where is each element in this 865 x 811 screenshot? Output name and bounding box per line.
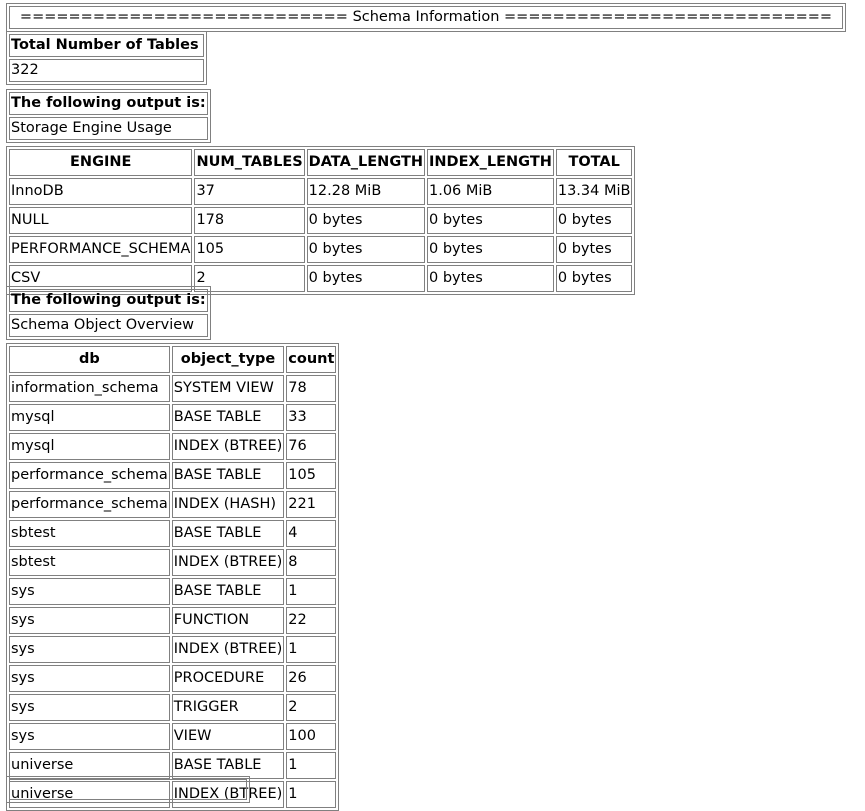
cell-engine: PERFORMANCE_SCHEMA <box>9 236 192 263</box>
cell-object-type: PROCEDURE <box>172 665 285 692</box>
storage-engine-label-table <box>6 89 211 143</box>
table-row <box>9 578 336 605</box>
cell-engine: InnoDB <box>9 178 192 205</box>
table-row <box>9 462 336 489</box>
column-header-num-tables: NUM_TABLES <box>194 149 304 176</box>
cell-num-tables: 37 <box>194 178 304 205</box>
cell-engine: CSV <box>9 265 192 292</box>
cell-data-length: 12.28 MiB <box>307 178 425 205</box>
cell-data-length: 0 bytes <box>307 265 425 292</box>
cell-object-type: INDEX (BTREE) <box>172 636 285 663</box>
table-row <box>9 752 336 779</box>
schema-information-banner <box>6 3 846 32</box>
cell-db: performance_schema <box>9 462 170 489</box>
schema-object-table <box>6 343 339 811</box>
table-row <box>9 491 336 518</box>
storage-engine-table <box>6 146 635 295</box>
table-row <box>9 636 336 663</box>
cell-count: 76 <box>286 433 336 460</box>
column-header-engine: ENGINE <box>9 149 192 176</box>
cell-num-tables: 105 <box>194 236 304 263</box>
cell-total: 0 bytes <box>556 207 633 234</box>
cell-num-tables: 178 <box>194 207 304 234</box>
cell-count: 78 <box>286 375 336 402</box>
table-row <box>9 404 336 431</box>
cell-db: universe <box>9 752 170 779</box>
table-row <box>9 236 632 263</box>
cell-total: 0 bytes <box>556 265 633 292</box>
cell-object-type: INDEX (BTREE) <box>172 549 285 576</box>
cell-count: 4 <box>286 520 336 547</box>
column-header-count: count <box>286 346 336 373</box>
table-row <box>9 723 336 750</box>
banner-text: =========================== Schema Information =========================== <box>9 6 843 29</box>
output-label-header: The following output is: <box>9 92 208 115</box>
table-row <box>9 433 336 460</box>
cell-db: sys <box>9 694 170 721</box>
next-table-cell <box>9 779 247 800</box>
output-label-header: The following output is: <box>9 289 208 312</box>
cell-total: 13.34 MiB <box>556 178 633 205</box>
cell-object-type: BASE TABLE <box>172 404 285 431</box>
table-row <box>9 665 336 692</box>
cell-object-type: TRIGGER <box>172 694 285 721</box>
cell-db: sys <box>9 723 170 750</box>
cell-count: 33 <box>286 404 336 431</box>
cell-count: 100 <box>286 723 336 750</box>
column-header-data-length: DATA_LENGTH <box>307 149 425 176</box>
total-tables-value: 322 <box>9 59 204 82</box>
cell-index-length: 1.06 MiB <box>427 178 554 205</box>
total-tables-table <box>6 31 207 85</box>
cell-object-type: INDEX (BTREE) <box>172 433 285 460</box>
cell-index-length: 0 bytes <box>427 236 554 263</box>
table-header-row <box>9 149 632 176</box>
cell-total: 0 bytes <box>556 236 633 263</box>
output-label-value: Storage Engine Usage <box>9 117 208 140</box>
cell-object-type: VIEW <box>172 723 285 750</box>
table-header-row <box>9 346 336 373</box>
schema-object-label-table <box>6 286 211 340</box>
cell-object-type: BASE TABLE <box>172 462 285 489</box>
table-row <box>9 549 336 576</box>
cell-count: 221 <box>286 491 336 518</box>
column-header-index-length: INDEX_LENGTH <box>427 149 554 176</box>
cell-count: 22 <box>286 607 336 634</box>
table-row <box>9 520 336 547</box>
cell-db: mysql <box>9 433 170 460</box>
table-row <box>9 694 336 721</box>
cell-data-length: 0 bytes <box>307 236 425 263</box>
table-row <box>9 375 336 402</box>
cell-db: sys <box>9 665 170 692</box>
cell-object-type: BASE TABLE <box>172 752 285 779</box>
cell-object-type: INDEX (HASH) <box>172 491 285 518</box>
cell-object-type: SYSTEM VIEW <box>172 375 285 402</box>
cell-db: information_schema <box>9 375 170 402</box>
cell-count: 1 <box>286 636 336 663</box>
table-row <box>9 607 336 634</box>
cell-count: 1 <box>286 578 336 605</box>
cell-object-type: BASE TABLE <box>172 578 285 605</box>
cell-db: mysql <box>9 404 170 431</box>
cell-db: universe <box>9 781 170 808</box>
next-table-edge <box>6 776 250 803</box>
cell-object-type: BASE TABLE <box>172 520 285 547</box>
cell-db: sys <box>9 607 170 634</box>
cell-db: sbtest <box>9 549 170 576</box>
cell-data-length: 0 bytes <box>307 207 425 234</box>
cell-object-type: INDEX (BTREE) <box>172 781 285 808</box>
cell-db: performance_schema <box>9 491 170 518</box>
cell-db: sys <box>9 636 170 663</box>
column-header-total: TOTAL <box>556 149 633 176</box>
cell-count: 2 <box>286 694 336 721</box>
table-row <box>9 207 632 234</box>
cell-num-tables: 2 <box>194 265 304 292</box>
cell-index-length: 0 bytes <box>427 207 554 234</box>
cell-count: 8 <box>286 549 336 576</box>
column-header-db: db <box>9 346 170 373</box>
column-header-object-type: object_type <box>172 346 285 373</box>
cell-count: 1 <box>286 781 336 808</box>
table-row <box>9 178 632 205</box>
cell-db: sys <box>9 578 170 605</box>
cell-object-type: FUNCTION <box>172 607 285 634</box>
output-label-value: Schema Object Overview <box>9 314 208 337</box>
total-tables-header: Total Number of Tables <box>9 34 204 57</box>
cell-db: sbtest <box>9 520 170 547</box>
cell-count: 1 <box>286 752 336 779</box>
cell-index-length: 0 bytes <box>427 265 554 292</box>
cell-engine: NULL <box>9 207 192 234</box>
cell-count: 26 <box>286 665 336 692</box>
cell-count: 105 <box>286 462 336 489</box>
